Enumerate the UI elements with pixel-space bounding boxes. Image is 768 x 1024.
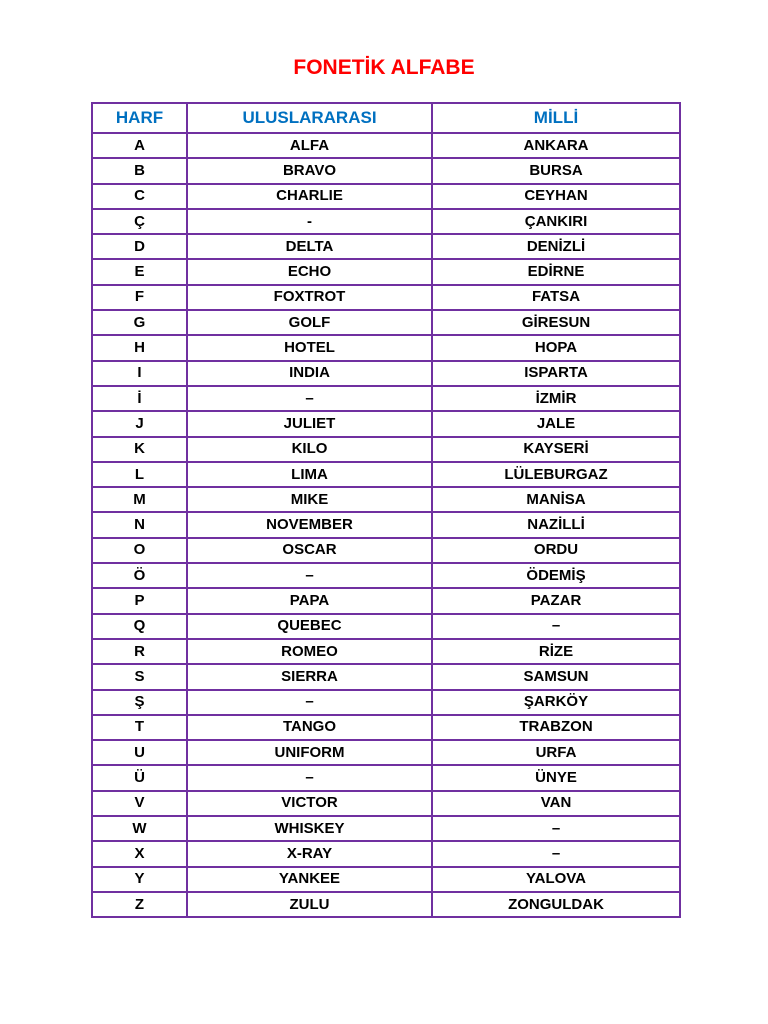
cell-letter: U xyxy=(92,740,187,765)
table-row xyxy=(92,285,680,310)
table-row xyxy=(92,386,680,411)
table-row xyxy=(92,259,680,284)
cell-international: QUEBEC xyxy=(187,614,432,639)
cell-international: HOTEL xyxy=(187,335,432,360)
cell-international: KILO xyxy=(187,437,432,462)
cell-international: SIERRA xyxy=(187,664,432,689)
cell-letter: N xyxy=(92,512,187,537)
cell-letter: Y xyxy=(92,867,187,892)
cell-national: FATSA xyxy=(432,285,680,310)
cell-letter: L xyxy=(92,462,187,487)
phonetic-alphabet-table xyxy=(91,102,681,918)
cell-national: ANKARA xyxy=(432,133,680,158)
table-row xyxy=(92,487,680,512)
cell-national: ÜNYE xyxy=(432,765,680,790)
cell-letter: A xyxy=(92,133,187,158)
cell-national: URFA xyxy=(432,740,680,765)
cell-letter: C xyxy=(92,184,187,209)
table-row xyxy=(92,335,680,360)
cell-national: NAZİLLİ xyxy=(432,512,680,537)
table-row xyxy=(92,639,680,664)
table-row xyxy=(92,310,680,335)
table-row xyxy=(92,892,680,917)
table-row xyxy=(92,184,680,209)
cell-national: ÇANKIRI xyxy=(432,209,680,234)
cell-letter: Ö xyxy=(92,563,187,588)
cell-national: EDİRNE xyxy=(432,259,680,284)
table-row xyxy=(92,791,680,816)
cell-national: GİRESUN xyxy=(432,310,680,335)
cell-international: DELTA xyxy=(187,234,432,259)
cell-national: JALE xyxy=(432,411,680,436)
cell-national: ISPARTA xyxy=(432,361,680,386)
cell-letter: Ş xyxy=(92,690,187,715)
table-row xyxy=(92,512,680,537)
table-row xyxy=(92,538,680,563)
header-international: ULUSLARARASI xyxy=(187,103,432,133)
cell-letter: İ xyxy=(92,386,187,411)
cell-international: BRAVO xyxy=(187,158,432,183)
cell-letter: T xyxy=(92,715,187,740)
cell-letter: R xyxy=(92,639,187,664)
cell-international: MIKE xyxy=(187,487,432,512)
table-row xyxy=(92,614,680,639)
cell-international: ZULU xyxy=(187,892,432,917)
cell-international: ECHO xyxy=(187,259,432,284)
cell-international: PAPA xyxy=(187,588,432,613)
cell-national: BURSA xyxy=(432,158,680,183)
table-row xyxy=(92,715,680,740)
cell-letter: I xyxy=(92,361,187,386)
cell-international: YANKEE xyxy=(187,867,432,892)
cell-letter: V xyxy=(92,791,187,816)
cell-national: SAMSUN xyxy=(432,664,680,689)
cell-letter: W xyxy=(92,816,187,841)
table-row xyxy=(92,209,680,234)
cell-national: TRABZON xyxy=(432,715,680,740)
table-header-row xyxy=(92,103,680,133)
cell-international: – xyxy=(187,386,432,411)
table-row xyxy=(92,158,680,183)
cell-international: ROMEO xyxy=(187,639,432,664)
cell-national: – xyxy=(432,614,680,639)
cell-letter: B xyxy=(92,158,187,183)
cell-international: FOXTROT xyxy=(187,285,432,310)
cell-letter: M xyxy=(92,487,187,512)
cell-letter: E xyxy=(92,259,187,284)
cell-letter: Ç xyxy=(92,209,187,234)
cell-international: NOVEMBER xyxy=(187,512,432,537)
header-national: MİLLİ xyxy=(432,103,680,133)
cell-national: HOPA xyxy=(432,335,680,360)
header-letter: HARF xyxy=(92,103,187,133)
table-body xyxy=(92,133,680,917)
table-row xyxy=(92,816,680,841)
cell-national: ORDU xyxy=(432,538,680,563)
cell-international: INDIA xyxy=(187,361,432,386)
cell-international: – xyxy=(187,563,432,588)
cell-international: LIMA xyxy=(187,462,432,487)
table-row xyxy=(92,133,680,158)
table-row xyxy=(92,411,680,436)
cell-letter: X xyxy=(92,841,187,866)
cell-national: YALOVA xyxy=(432,867,680,892)
table-row xyxy=(92,690,680,715)
cell-international: CHARLIE xyxy=(187,184,432,209)
cell-national: – xyxy=(432,816,680,841)
cell-letter: H xyxy=(92,335,187,360)
cell-letter: Z xyxy=(92,892,187,917)
cell-international: JULIET xyxy=(187,411,432,436)
cell-international: GOLF xyxy=(187,310,432,335)
cell-international: OSCAR xyxy=(187,538,432,563)
cell-letter: K xyxy=(92,437,187,462)
cell-letter: P xyxy=(92,588,187,613)
table-row xyxy=(92,588,680,613)
cell-national: MANİSA xyxy=(432,487,680,512)
cell-national: PAZAR xyxy=(432,588,680,613)
cell-letter: F xyxy=(92,285,187,310)
cell-national: ZONGULDAK xyxy=(432,892,680,917)
cell-international: – xyxy=(187,765,432,790)
cell-letter: O xyxy=(92,538,187,563)
cell-letter: G xyxy=(92,310,187,335)
cell-national: CEYHAN xyxy=(432,184,680,209)
cell-national: ÖDEMİŞ xyxy=(432,563,680,588)
cell-national: İZMİR xyxy=(432,386,680,411)
table-row xyxy=(92,664,680,689)
cell-national: KAYSERİ xyxy=(432,437,680,462)
cell-international: - xyxy=(187,209,432,234)
cell-letter: S xyxy=(92,664,187,689)
table-row xyxy=(92,437,680,462)
cell-letter: Q xyxy=(92,614,187,639)
cell-letter: Ü xyxy=(92,765,187,790)
table-row xyxy=(92,563,680,588)
cell-international: X-RAY xyxy=(187,841,432,866)
cell-international: VICTOR xyxy=(187,791,432,816)
cell-letter: J xyxy=(92,411,187,436)
cell-international: – xyxy=(187,690,432,715)
table-row xyxy=(92,867,680,892)
cell-national: ŞARKÖY xyxy=(432,690,680,715)
table-row xyxy=(92,841,680,866)
table-row xyxy=(92,361,680,386)
cell-international: UNIFORM xyxy=(187,740,432,765)
cell-letter: D xyxy=(92,234,187,259)
table-row xyxy=(92,765,680,790)
cell-national: VAN xyxy=(432,791,680,816)
table-row xyxy=(92,234,680,259)
cell-international: ALFA xyxy=(187,133,432,158)
page-title: FONETİK ALFABE xyxy=(293,56,475,79)
cell-national: DENİZLİ xyxy=(432,234,680,259)
table-row xyxy=(92,740,680,765)
cell-national: LÜLEBURGAZ xyxy=(432,462,680,487)
cell-international: WHISKEY xyxy=(187,816,432,841)
cell-national: – xyxy=(432,841,680,866)
cell-national: RİZE xyxy=(432,639,680,664)
cell-international: TANGO xyxy=(187,715,432,740)
table-row xyxy=(92,462,680,487)
